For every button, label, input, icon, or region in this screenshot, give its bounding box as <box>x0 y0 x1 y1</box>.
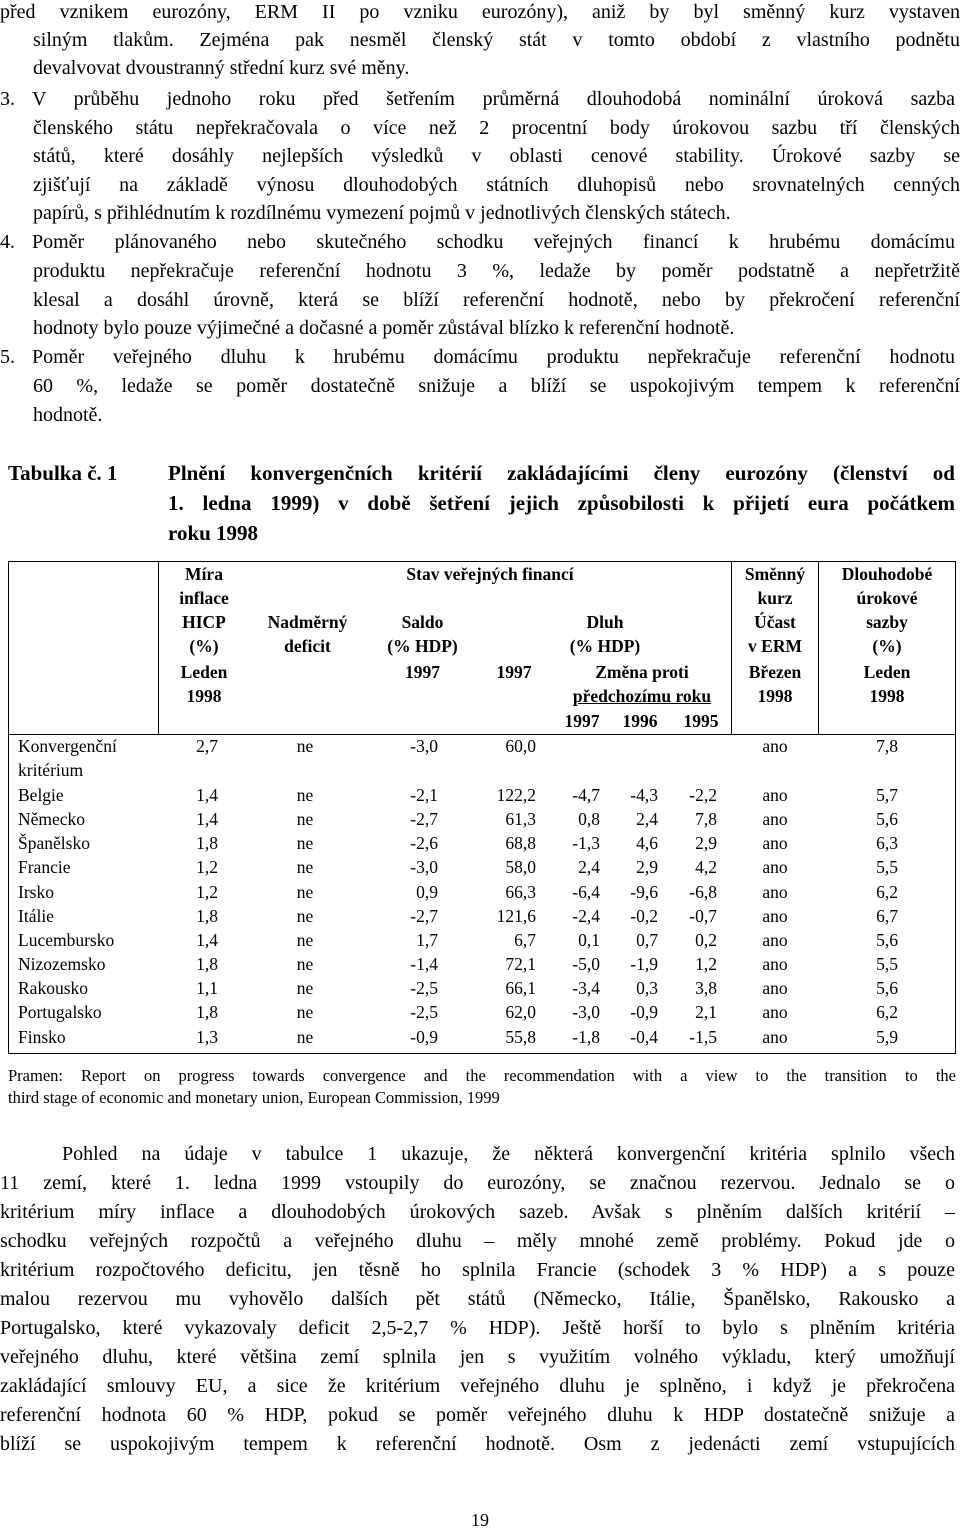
table-cell: 1,4 <box>196 785 218 805</box>
table-cell: 68,8 <box>505 833 536 854</box>
text-line: malou rezervou mu vyhovělo dalších pět států (Německo, Itálie, Španělsko, Rakousko a <box>0 1288 955 1310</box>
header-cell: 1998 <box>869 686 905 706</box>
table-cell: ne <box>296 929 314 950</box>
header-cell: Směnný <box>744 564 806 584</box>
table-cell: -4,7 <box>572 785 600 805</box>
table-cell: -6,8 <box>689 881 717 902</box>
table-cell: -0,7 <box>689 905 717 926</box>
country-name: Španělsko <box>18 833 90 854</box>
country-name: Rakousko <box>18 978 88 999</box>
table-cell: ano <box>762 1026 788 1047</box>
header-cell: Leden <box>180 662 228 682</box>
table-cell: 2,9 <box>695 833 717 854</box>
table-cell: ne <box>296 905 314 926</box>
table-cell: 6,7 <box>514 929 536 950</box>
table-cell: 7,8 <box>695 809 717 830</box>
list-number: 5. <box>0 346 15 368</box>
table-cell: 1,2 <box>196 857 218 878</box>
text-line: států, které dosáhly nejlepších výsledků v oblasti cenové stability. Úrokové sazby se <box>33 145 960 167</box>
country-name: Francie <box>18 857 71 878</box>
header-cell: kurz <box>757 588 793 608</box>
text-line: členského státu nepřekračovala o více než 2 procentní body úrokovou sazbu tří členských <box>33 117 960 139</box>
table-cell: 5,6 <box>876 809 898 830</box>
header-cell: Březen <box>748 662 802 682</box>
table-cell: 0,1 <box>578 929 600 950</box>
header-cell: 1997 <box>564 711 600 731</box>
country-name: Finsko <box>18 1026 66 1047</box>
text-line: zakládající smlouvy EU, a sice že kritérium veřejného dluhu je splněno, i když je překročena <box>0 1375 955 1397</box>
table-cell: 1,1 <box>196 978 218 999</box>
table-cell: -1,4 <box>410 954 438 975</box>
text-line: kritérium rozpočtového deficitu, jen těsně ho splnila Francie (schodek 3 % HDP) a s pouze <box>0 1259 955 1281</box>
header-cell: Změna proti <box>595 662 689 682</box>
table-cell: 1,7 <box>416 929 438 950</box>
row-label: Konvergenční <box>18 736 117 756</box>
country-name: Irsko <box>18 881 54 902</box>
table-cell: ne <box>296 1026 314 1047</box>
header-cell: Dlouhodobé <box>841 564 933 584</box>
table-cell: 62,0 <box>505 1002 536 1023</box>
table-cell: ne <box>296 978 314 999</box>
table-cell: -0,2 <box>630 905 658 926</box>
country-name: Itálie <box>18 905 54 926</box>
header-cell: (% HDP) <box>569 636 641 656</box>
header-cell: předchozímu roku <box>572 686 712 706</box>
table-cell: -0,4 <box>630 1026 658 1047</box>
table-cell: -6,4 <box>572 881 600 902</box>
header-cell: (%) <box>189 636 219 656</box>
table-cell: 66,3 <box>505 881 536 902</box>
page-number: 19 <box>471 1510 489 1530</box>
table-cell: 72,1 <box>505 954 536 975</box>
country-name: Portugalsko <box>18 1002 102 1023</box>
text-line: schodku veřejných rozpočtů a veřejného dluhu – měly mnohé země problémy. Pokud jde o <box>0 1230 955 1252</box>
header-cell: 1998 <box>757 686 793 706</box>
table-cell: 5,9 <box>876 1026 898 1047</box>
table-cell: 1,2 <box>196 881 218 902</box>
table-cell: 0,9 <box>416 881 438 902</box>
text-line: Portugalsko, které vykazovaly deficit 2,5-2,7 % HDP). Ještě horší to bylo s plněním kritéria <box>0 1317 955 1339</box>
table-caption: Plnění konvergenčních kritérií zakládajícími členy eurozóny (členství od <box>168 461 955 485</box>
table-cell: 5,6 <box>876 929 898 950</box>
header-cell: 1995 <box>683 711 719 731</box>
table-cell: 5,5 <box>876 857 898 878</box>
table-cell: 0,8 <box>578 809 600 830</box>
table-divider <box>158 561 159 735</box>
table-cell: 4,6 <box>636 833 658 854</box>
table-cell: 58,0 <box>505 857 536 878</box>
text-line: silným tlakům. Zejména pak nesměl členský stát v tomto období z vlastního podnětu <box>33 29 960 51</box>
criterion-5 <box>0 345 960 369</box>
text-line: hodnoty bylo pouze výjimečné a dočasné a poměr zůstával blízko k referenční hodnotě. <box>33 317 735 339</box>
table-cell: 60,0 <box>505 736 536 756</box>
table-cell: ano <box>762 881 788 902</box>
table-cell: -9,6 <box>630 881 658 902</box>
criterion-3 <box>0 87 960 111</box>
table-cell: ano <box>762 905 788 926</box>
table-cell: 1,8 <box>196 833 218 854</box>
table-cell: 1,8 <box>196 1002 218 1023</box>
table-cell: -3,0 <box>410 736 438 756</box>
table-cell: -0,9 <box>630 1002 658 1023</box>
table-cell: ne <box>296 857 314 878</box>
text-line: 11 zemí, které 1. ledna 1999 vstoupily do eurozóny, se značnou rezervou. Jednalo se o <box>0 1172 955 1194</box>
header-cell: Stav veřejných financí <box>406 564 574 584</box>
header-cell: (%) <box>872 636 902 656</box>
table-cell: 121,6 <box>496 905 536 926</box>
table-cell: ne <box>296 785 314 805</box>
country-name: Belgie <box>18 785 64 805</box>
table-cell: 0,2 <box>695 929 717 950</box>
table-cell: 0,7 <box>636 929 658 950</box>
table-cell: 5,6 <box>876 978 898 999</box>
table-cell: ano <box>762 736 788 756</box>
text-line: klesal a dosáhl úrovně, která se blíží referenční hodnotě, nebo by překročení referenční <box>33 289 960 311</box>
table-cell: ano <box>762 929 788 950</box>
table-cell: 122,2 <box>496 785 536 805</box>
text-line: před vznikem eurozóny, ERM II po vzniku eurozóny), aniž by byl směnný kurz vystaven <box>0 1 960 23</box>
table-cell: ano <box>762 785 788 805</box>
table-cell: -1,5 <box>689 1026 717 1047</box>
table-cell: -1,3 <box>572 833 600 854</box>
table-cell: ano <box>762 857 788 878</box>
table-cell: ano <box>762 1002 788 1023</box>
table-cell: ano <box>762 809 788 830</box>
table-caption-label: Tabulka č. 1 <box>8 461 118 485</box>
row-label: kritérium <box>18 760 84 780</box>
table-cell: 61,3 <box>505 809 536 830</box>
table-cell: 1,4 <box>196 929 218 950</box>
table-cell: ne <box>296 954 314 975</box>
header-cell: sazby <box>866 612 908 632</box>
table-divider <box>731 561 732 735</box>
text-line: V průběhu jednoho roku před šetřením průměrná dlouhodobá nominální úroková sazba <box>32 88 955 110</box>
table-caption: 1. ledna 1999) v době šetření jejich způsobilosti k přijetí eura počátkem <box>168 491 955 515</box>
header-cell: úrokové <box>856 588 918 608</box>
header-cell: Saldo <box>401 612 444 632</box>
text-line: Pohled na údaje v tabulce 1 ukazuje, že některá konvergenční kritéria splnilo všech <box>62 1143 955 1165</box>
table-cell: 2,4 <box>578 857 600 878</box>
table-cell: -2,4 <box>572 905 600 926</box>
table-cell: 1,8 <box>196 905 218 926</box>
text-line: devalvovat dvoustranný střední kurz své měny. <box>33 57 410 79</box>
text-line: hodnotě. <box>33 404 103 426</box>
table-cell: ne <box>296 833 314 854</box>
table-cell: -2,6 <box>410 833 438 854</box>
text-line: Poměr veřejného dluhu k hrubému domácímu produktu nepřekračuje referenční hodnotu <box>32 346 955 368</box>
table-cell: -2,5 <box>410 978 438 999</box>
table-cell: 2,1 <box>695 1002 717 1023</box>
table-cell: 6,3 <box>876 833 898 854</box>
table-cell: 66,1 <box>505 978 536 999</box>
text-line: kritérium míry inflace a dlouhodobých úrokových sazeb. Avšak s plněním dalších kritérií – <box>0 1201 955 1223</box>
country-name: Nizozemsko <box>18 954 106 975</box>
table-cell: 3,8 <box>695 978 717 999</box>
table-cell: ne <box>296 1002 314 1023</box>
header-cell: deficit <box>284 636 331 656</box>
table-cell: -2,7 <box>410 809 438 830</box>
table-cell: ne <box>296 809 314 830</box>
table-cell: 6,2 <box>876 881 898 902</box>
header-cell: v ERM <box>748 636 802 656</box>
header-cell: 1997 <box>496 662 532 682</box>
table-cell: -2,1 <box>410 785 438 805</box>
table-divider <box>818 561 819 735</box>
list-number: 3. <box>0 88 15 110</box>
table-cell: -1,8 <box>572 1026 600 1047</box>
header-cell: 1997 <box>405 662 440 682</box>
table-cell: 2,9 <box>636 857 658 878</box>
table-cell: -0,9 <box>410 1026 438 1047</box>
table-cell: ano <box>762 954 788 975</box>
table-cell: 1,8 <box>196 954 218 975</box>
table-cell: 1,2 <box>695 954 717 975</box>
text-line: blíží se uspokojivým tempem k referenční hodnotě. Osm z jedenácti zemí vstupujících <box>0 1433 955 1455</box>
table-caption: roku 1998 <box>168 521 259 545</box>
table-cell: 1,4 <box>196 809 218 830</box>
text-line: Poměr plánovaného nebo skutečného schodku veřejných financí k hrubému domácímu <box>32 231 955 253</box>
text-line: veřejného dluhu, které většina zemí splnila jen s využitím volného výkladu, který umožňují <box>0 1346 955 1368</box>
text-line: produktu nepřekračuje referenční hodnotu 3 %, ledaže by poměr podstatně a nepřetržitě <box>33 260 960 282</box>
table-source: third stage of economic and monetary union, European Commission, 1999 <box>8 1088 500 1107</box>
table-cell: -3,0 <box>572 1002 600 1023</box>
text-line: papírů, s přihlédnutím k rozdílnému vymezení pojmů v jednotlivých členských státech. <box>33 202 731 224</box>
table-cell: -3,0 <box>410 857 438 878</box>
criterion-4 <box>0 230 960 254</box>
header-cell: Leden <box>863 662 911 682</box>
table-cell: 1,3 <box>196 1026 218 1047</box>
table-cell: 6,7 <box>876 905 898 926</box>
table-cell: 7,8 <box>876 736 898 756</box>
table-cell: 5,7 <box>876 785 898 805</box>
table-cell: 2,7 <box>196 736 218 756</box>
text-line: referenční hodnota 60 % HDP, pokud se poměr veřejného dluhu k HDP dostatečně snižuje a <box>0 1404 955 1426</box>
text-line: zjišťují na základě výnosu dlouhodobých státních dluhopisů nebo srovnatelných cenných <box>33 174 960 196</box>
header-cell: 1996 <box>622 711 658 731</box>
table-cell: ne <box>296 881 314 902</box>
table-cell: -2,5 <box>410 1002 438 1023</box>
table-cell: -5,0 <box>572 954 600 975</box>
list-number: 4. <box>0 231 15 253</box>
table-cell: 55,8 <box>505 1026 536 1047</box>
table-cell: -1,9 <box>630 954 658 975</box>
header-cell: 1998 <box>186 686 222 706</box>
header-cell: Míra <box>185 564 223 584</box>
table-cell: -2,7 <box>410 905 438 926</box>
table-source: Pramen: Report on progress towards convergence and the recommendation with a view to the transition to the <box>8 1066 956 1085</box>
table-cell: ne <box>296 736 314 756</box>
table-cell: ano <box>762 978 788 999</box>
table-cell: -2,2 <box>689 785 717 805</box>
header-cell: Účast <box>754 612 796 632</box>
table-cell: 5,5 <box>876 954 898 975</box>
country-name: Lucembursko <box>18 929 115 950</box>
table-cell: -3,4 <box>572 978 600 999</box>
table-cell: ano <box>762 833 788 854</box>
table-cell: 0,3 <box>636 978 658 999</box>
header-cell: Dluh <box>586 612 624 632</box>
table-cell: 2,4 <box>636 809 658 830</box>
header-cell: HICP <box>182 612 226 632</box>
header-cell: Nadměrný <box>267 612 348 632</box>
header-cell: inflace <box>179 588 229 608</box>
table-cell: 4,2 <box>695 857 717 878</box>
table-cell: 6,2 <box>876 1002 898 1023</box>
table-cell: -4,3 <box>630 785 658 805</box>
country-name: Německo <box>18 809 86 830</box>
text-line: 60 %, ledaže se poměr dostatečně snižuje a blíží se uspokojivým tempem k referenční <box>33 375 960 397</box>
header-cell: (% HDP) <box>387 636 458 656</box>
